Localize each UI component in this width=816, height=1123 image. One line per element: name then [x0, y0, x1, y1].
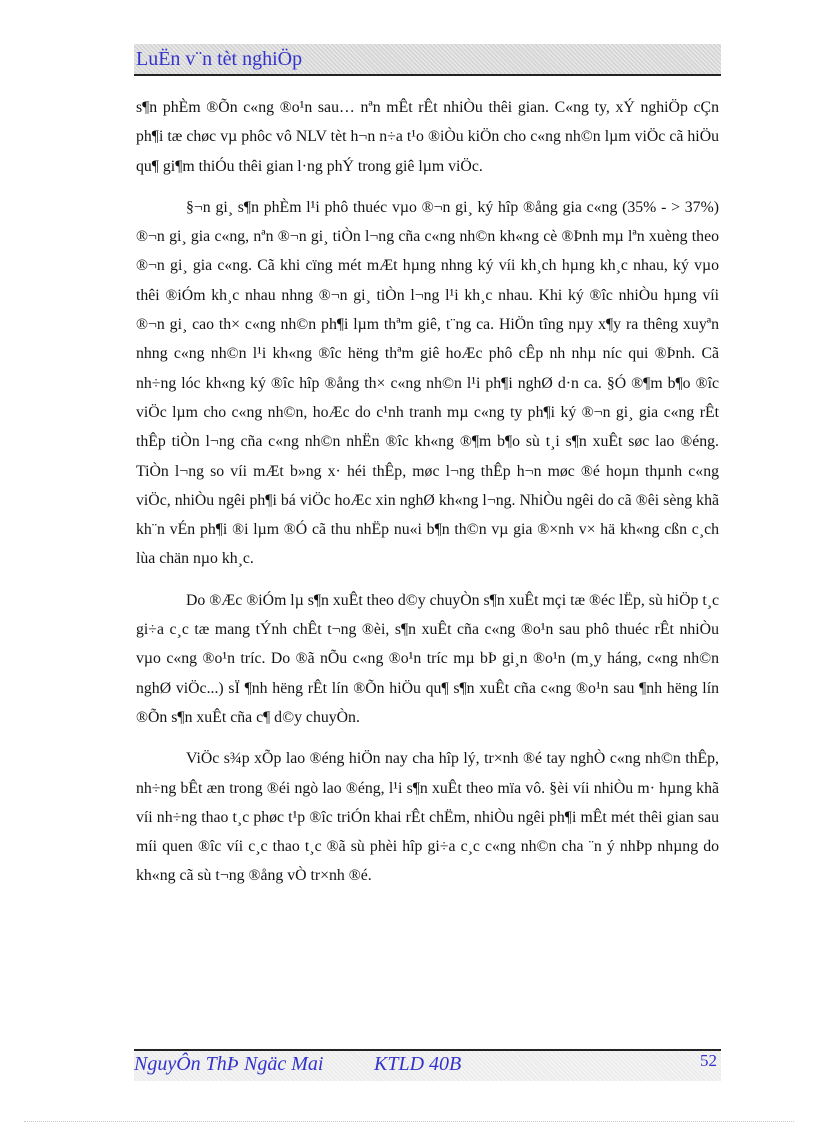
paragraph: §¬n gi¸ s¶n phÈm l¹i phô thuéc vµo ®¬n gi¸ ký hîp ®ång gia c«ng (35% - > 37%) ®¬n gi¸ gia c«ng, nªn ®¬n gi¸ tiÒn l¬ng cña c«ng nh©n kh«ng cè ®Þnh mµ lªn xuèng theo ®¬n gi¸ gia c«ng. Cã khi cïng mét mÆt hµng nhng ký víi kh¸ch hµng kh¸c nhau, ký vµo thêi ®iÓm kh¸c nhau nhng ®¬n gi¸ tiÒn l¬ng l¹i kh¸c nhau. Khi ký ®îc nhiÒu hµng víi ®¬n gi¸ cao th× c«ng nh©n ph¶i lµm thªm giê, t¨ng ca. HiÖn tîng nµy x¶y ra thêng xuyªn nhng c«ng nh©n l¹i kh«ng ®îc hëng thªm giê hoÆc phô cÊp nh nhµ níc qui ®Þnh. Cã nh÷ng lóc kh«ng ký ®îc hîp ®ång th× c«ng nh©n l¹i ph¶i nghØ d·n ca. §Ó ®¶m b¶o ®îc viÖc lµm cho c«ng nh©n, hoÆc do c¹nh tranh mµ c«ng ty ph¶i ký ®¬n gi¸ gia c«ng rÊt thÊp tiÒn l¬ng cña c«ng nh©n nhËn ®îc kh«ng ®¶m b¶o sù t¸i s¶n xuÊt søc lao ®éng. TiÒn l¬ng so víi mÆt b»ng x· héi thÊp, møc l¬ng thÊp h¬n møc ®é hoµn thµnh c«ng viÖc, nhiÒu ngêi ph¶i bá viÖc hoÆc xin nghØ kh«ng l¬ng. NhiÒu ngêi do cã ®êi sèng khã kh¨n vÉn ph¶i ®i lµm ®Ó cã thu nhËp nu«i b¶n th©n vµ gia ®×nh v× hä kh«ng cßn c¸ch lùa chän nµo kh¸c.: [136, 198, 719, 568]
header-rule: [134, 74, 721, 76]
paragraph: Do ®Æc ®iÓm lµ s¶n xuÊt theo d©y chuyÒn s¶n xuÊt mçi tæ ®éc lËp, sù hiÖp t¸c gi÷a c¸c tæ mang tÝnh chÊt t¬ng ®èi, s¶n xuÊt cña c«ng ®o¹n sau phô thuéc rÊt nhiÒu vµo c«ng ®o¹n tríc. Do ®ã nÕu c«ng ®o¹n tríc mµ bÞ gi¸n ®o¹n (m¸y háng, c«ng nh©n nghØ viÖc...) sÏ ¶nh hëng rÊt lín ®Õn hiÖu qu¶ s¶n xuÊt cña c«ng ®o¹n sau ¶nh hëng lín ®Õn s¶n xuÊt cña c¶ d©y chuyÒn.: [136, 591, 719, 726]
page-number: 52: [700, 1051, 717, 1070]
page-header: [134, 44, 721, 74]
header-title: LuËn v¨n tèt nghiÖp: [136, 48, 303, 70]
paragraph: ViÖc s¾p xÕp lao ®éng hiÖn nay cha hîp lý, tr×nh ®é tay nghÒ c«ng nh©n thÊp, nh÷ng bÊt æn trong ®éi ngò lao ®éng, l¹i s¶n xuÊt theo mïa vô. §èi víi nhiÒu m· hµng khã víi nh÷ng thao t¸c phøc t¹p ®îc triÓn khai rÊt chËm, nhiÒu ngêi ph¶i mÊt mét thêi gian sau míi quen ®îc víi c¸c thao t¸c ®ã sù phèi hîp gi÷a c¸c c«ng nh©n cha ¨n ý nhÞp nhµng do kh«ng cã sù t¬ng ®ång vÒ tr×nh ®é.: [136, 750, 719, 885]
page-footer: [134, 1051, 721, 1081]
body-text: [136, 93, 719, 903]
paragraph: s¶n phÈm ®Õn c«ng ®o¹n sau… nªn mÊt rÊt nhiÒu thêi gian. C«ng ty, xÝ nghiÖp cÇn ph¶i tæ chøc vµ phôc vô NLV tèt h¬n n÷a t¹o ®iÒu kiÖn cho c«ng nh©n lµm viÖc cã hiÖu qu¶ gi¶m thiÓu thêi gian l·ng phÝ trong giê lµm viÖc.: [136, 99, 719, 175]
footer-class-code: KTLD 40B: [374, 1053, 462, 1075]
footer-author: NguyÔn ThÞ Ngäc Mai: [134, 1053, 324, 1075]
